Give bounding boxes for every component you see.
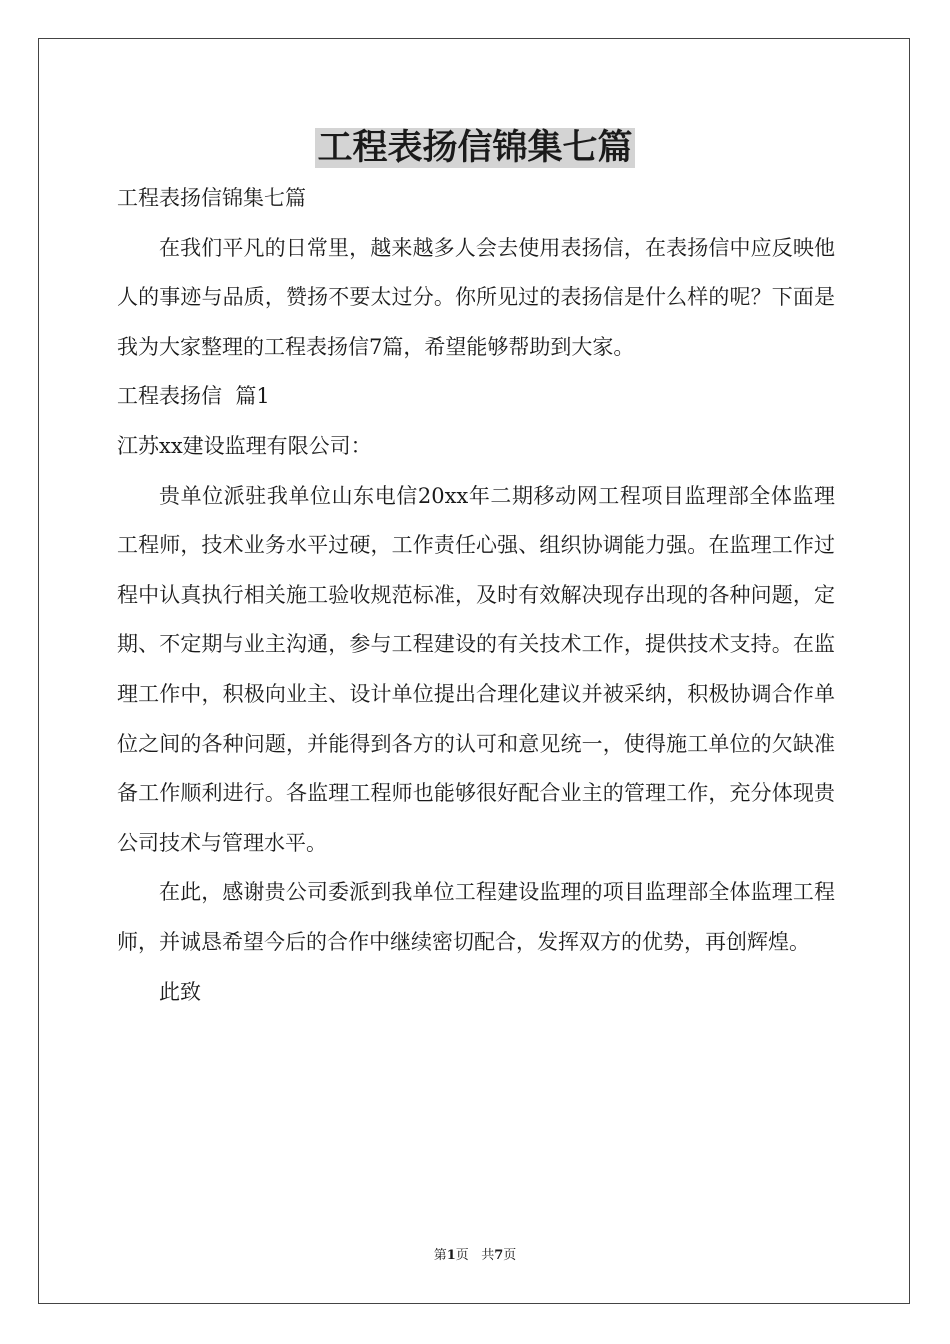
page-footer	[0, 1246, 950, 1266]
paragraph-closing: 此致	[159, 979, 201, 1004]
paragraph-thanks: 在此，感谢贵公司委派到我单位工程建设监理的项目监理部全体监理工程师，并诚恳希望今后的合作中继续密切配合，发挥双方的优势，再创辉煌。	[117, 880, 835, 954]
paragraph-body-main: 贵单位派驻我单位山东电信20xx年二期移动网工程项目监理部全体监理工程师，技术业务水平过硬，工作责任心强、组织协调能力强。在监理工作过程中认真执行相关施工验收规范标准，及时有效解决现存出现的各种问题，定期、不定期与业主沟通，参与工程建设的有关技术工作，提供技术支持。在监理工作中，积极向业主、设计单位提出合理化建议并被采纳，积极协调合作单位之间的各种问题，并能得到各方的认可和意见统一，使得施工单位的欠缺准备工作顺利进行。各监理工程师也能够很好配合业主的管理工作，充分体现贵公司技术与管理水平。	[117, 483, 835, 855]
footer-mid: 页 共	[455, 1248, 495, 1263]
paragraph-intro: 在我们平凡的日常里，越来越多人会去使用表扬信，在表扬信中应反映他人的事迹与品质，赞扬不要太过分。你所见过的表扬信是什么样的呢？下面是我为大家整理的工程表扬信7篇，希望能够帮助到大家。	[117, 235, 835, 359]
document-title	[0, 124, 950, 172]
footer-suffix: 页	[503, 1248, 517, 1263]
paragraph-section-heading: 工程表扬信 篇1	[117, 384, 270, 409]
document-body	[117, 174, 835, 1017]
document-title-text: 工程表扬信锦集七篇	[317, 128, 633, 168]
footer-prefix: 第	[433, 1248, 447, 1263]
footer-current-page: 1	[446, 1248, 456, 1263]
paragraph-subtitle: 工程表扬信锦集七篇	[117, 186, 306, 210]
footer-total-pages: 7	[494, 1248, 504, 1263]
paragraph-salutation: 江苏xx建设监理有限公司：	[117, 433, 372, 458]
